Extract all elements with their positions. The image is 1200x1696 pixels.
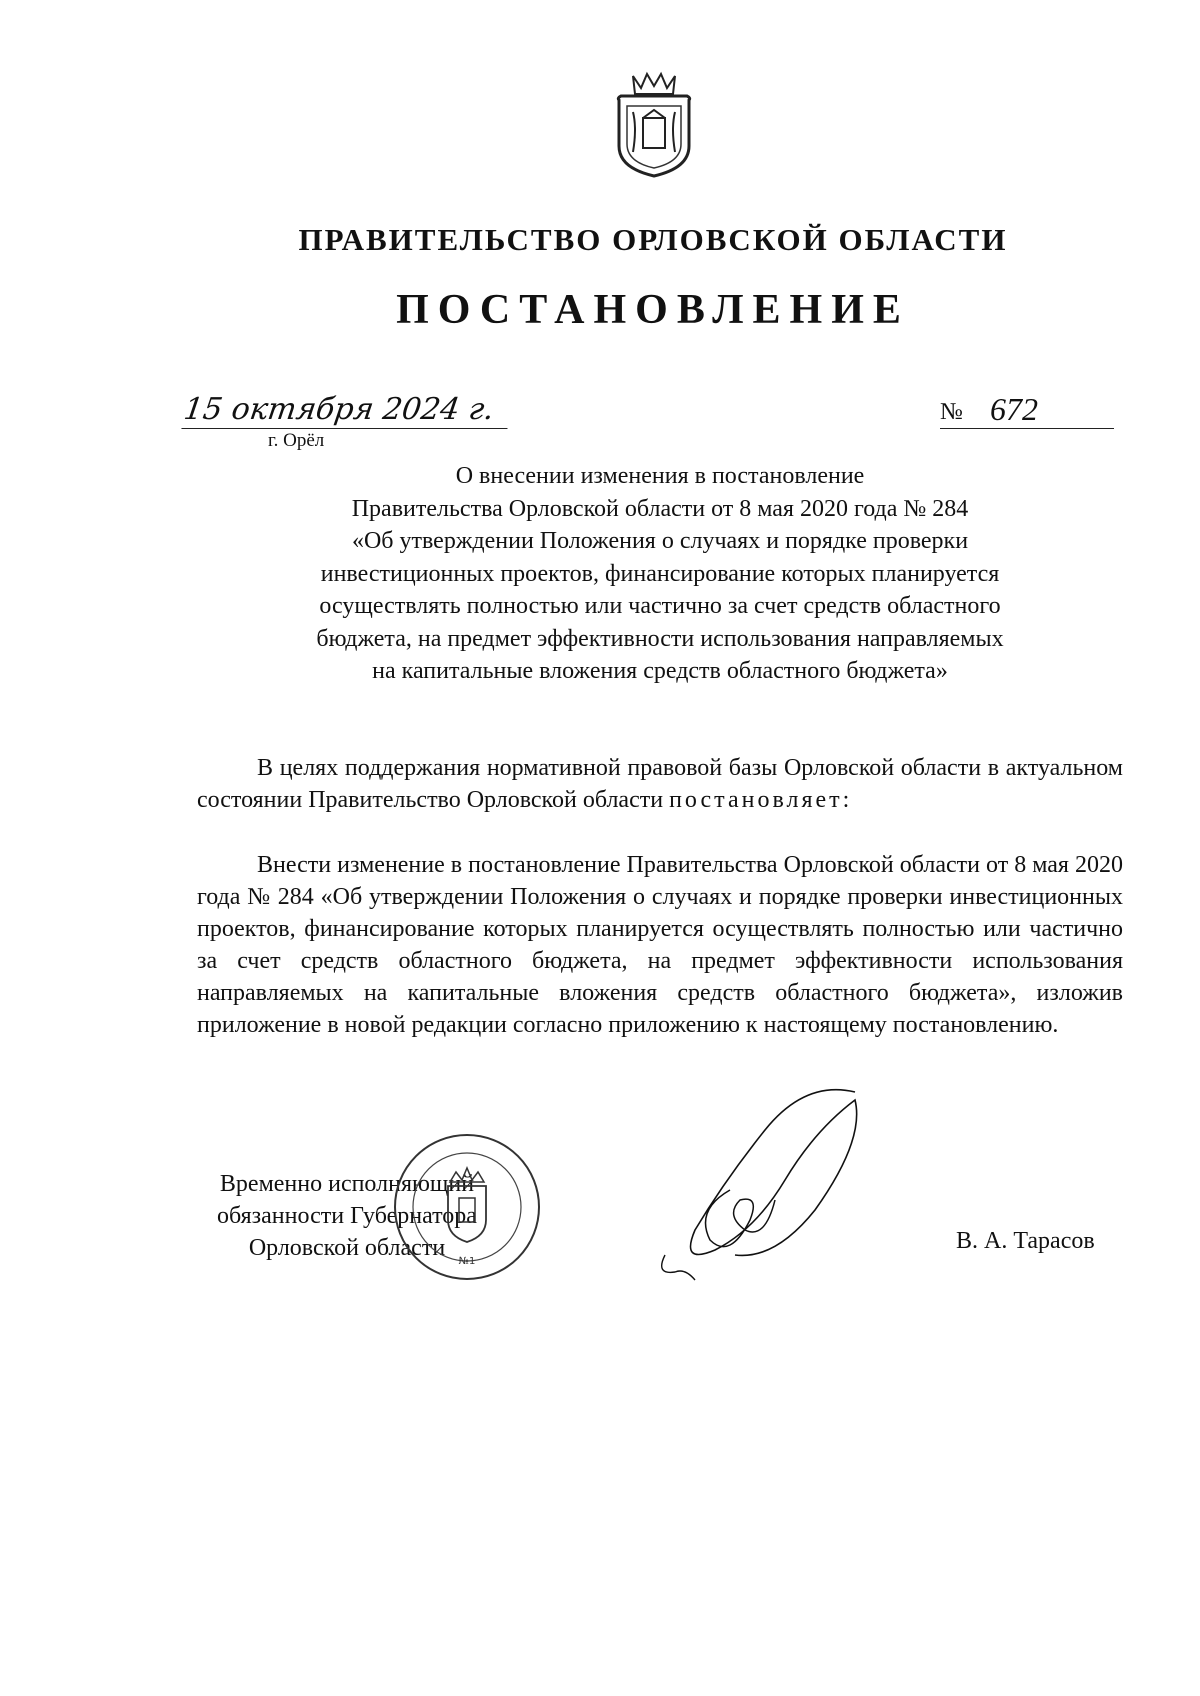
document-type-heading: ПОСТАНОВЛЕНИЕ [396,287,910,333]
number-sign: № [940,399,963,425]
document-number-field [940,392,1114,429]
resolution-text: Внести изменение в постановление Правительства Орловской области от 8 мая 2020 года № 284 «Об утверждении Положения о случаях и порядке проверки инвестиционных проектов, финансирование которых планируется осуществлять полностью или частично за счет средств областного бюджета, на предмет эффективности использования направляемых на капитальные вложения средств областного бюджета», изложив приложение в новой редакции согласно приложению к настоящему постановлению. [197,852,1123,1038]
city-label: г. Орёл [268,430,325,451]
subject-line: инвестиционных проектов, финансирование которых планируется [320,560,1000,587]
subject-line: «Об утверждении Положения о случаях и порядке проверки [351,528,969,554]
handwritten-signature [655,1080,875,1300]
organization-title: ПРАВИТЕЛЬСТВО ОРЛОВСКОЙ ОБЛАСТИ [298,222,1008,257]
signer-name: В. А. Тарасов [956,1228,1095,1254]
resolution-paragraph [197,849,1123,1041]
document-number: 672 [990,391,1038,427]
document-date: 15 октября 2024 г. [181,392,512,429]
document-subject [197,460,1123,688]
resolves-word: постановляет: [669,787,853,813]
svg-text:№1: №1 [458,1256,476,1267]
position-line: Временно исполняющий [219,1171,475,1197]
coat-of-arms-emblem [613,68,695,180]
preamble-paragraph [197,752,1123,816]
official-seal [392,1132,542,1282]
position-line: обязанности Губернатора [217,1203,477,1229]
subject-line: на капитальные вложения средств областного бюджета» [372,658,948,684]
preamble-text: В целях поддержания нормативной правовой базы Орловской области в актуальном состоянии Правительство Орловской области [197,755,1123,813]
subject-line: осуществлять полностью или частично за счет средств областного [319,593,1001,619]
position-line: Орловской области [248,1235,446,1261]
subject-line: бюджета, на предмет эффективности использования направляемых [316,625,1004,652]
subject-line: Правительства Орловской области от 8 мая 2020 года № 284 [351,495,969,522]
subject-line: О внесении изменения в постановление [455,463,865,489]
